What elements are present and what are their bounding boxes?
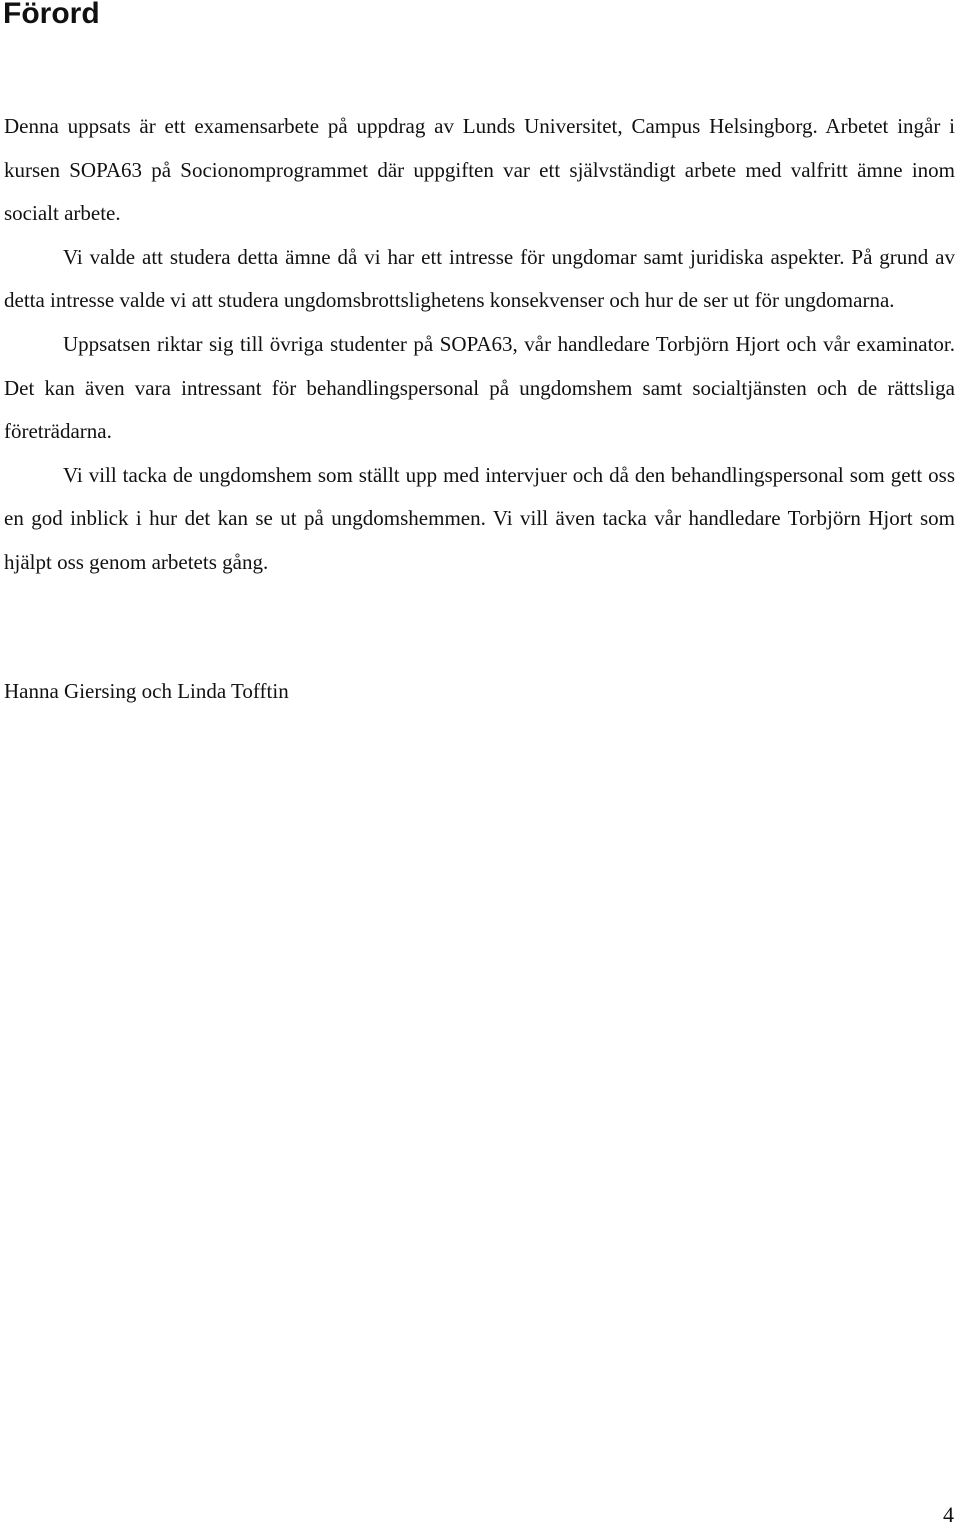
body-text: [4, 105, 955, 585]
signature: Hanna Giersing och Linda Tofftin: [4, 679, 289, 703]
paragraph-motivation: Vi valde att studera detta ämne då vi har ett intresse för ungdomar samt juridiska aspekter. På grund av detta intresse valde vi att studera ungdomsbrottslighetens konsekvenser och hur de ser ut för ungdomarna.: [4, 244, 955, 313]
page-title: Förord: [3, 0, 100, 30]
paragraph-intro: Denna uppsats är ett examensarbete på uppdrag av Lunds Universitet, Campus Helsingborg. Arbetet ingår i kursen SOPA63 på Socionomprogrammet där uppgiften var ett självständigt arbete med valfritt ämne inom socialt arbete.: [4, 114, 955, 226]
paragraph-audience: Uppsatsen riktar sig till övriga studenter på SOPA63, vår handledare Torbjörn Hjort och vår examinator. Det kan även vara intressant för behandlingspersonal på ungdomshem samt socialtjänsten och de rättsliga företrädarna.: [4, 331, 955, 444]
paragraph-acknowledgements: Vi vill tacka de ungdomshem som ställt upp med intervjuer och då den behandlingspersonal som gett oss en god inblick i hur det kan se ut på ungdomshemmen. Vi vill även tacka vår handledare Torbjörn Hjort som hjälpt oss genom arbetets gång.: [4, 462, 955, 574]
page-number: 4: [943, 1502, 954, 1527]
